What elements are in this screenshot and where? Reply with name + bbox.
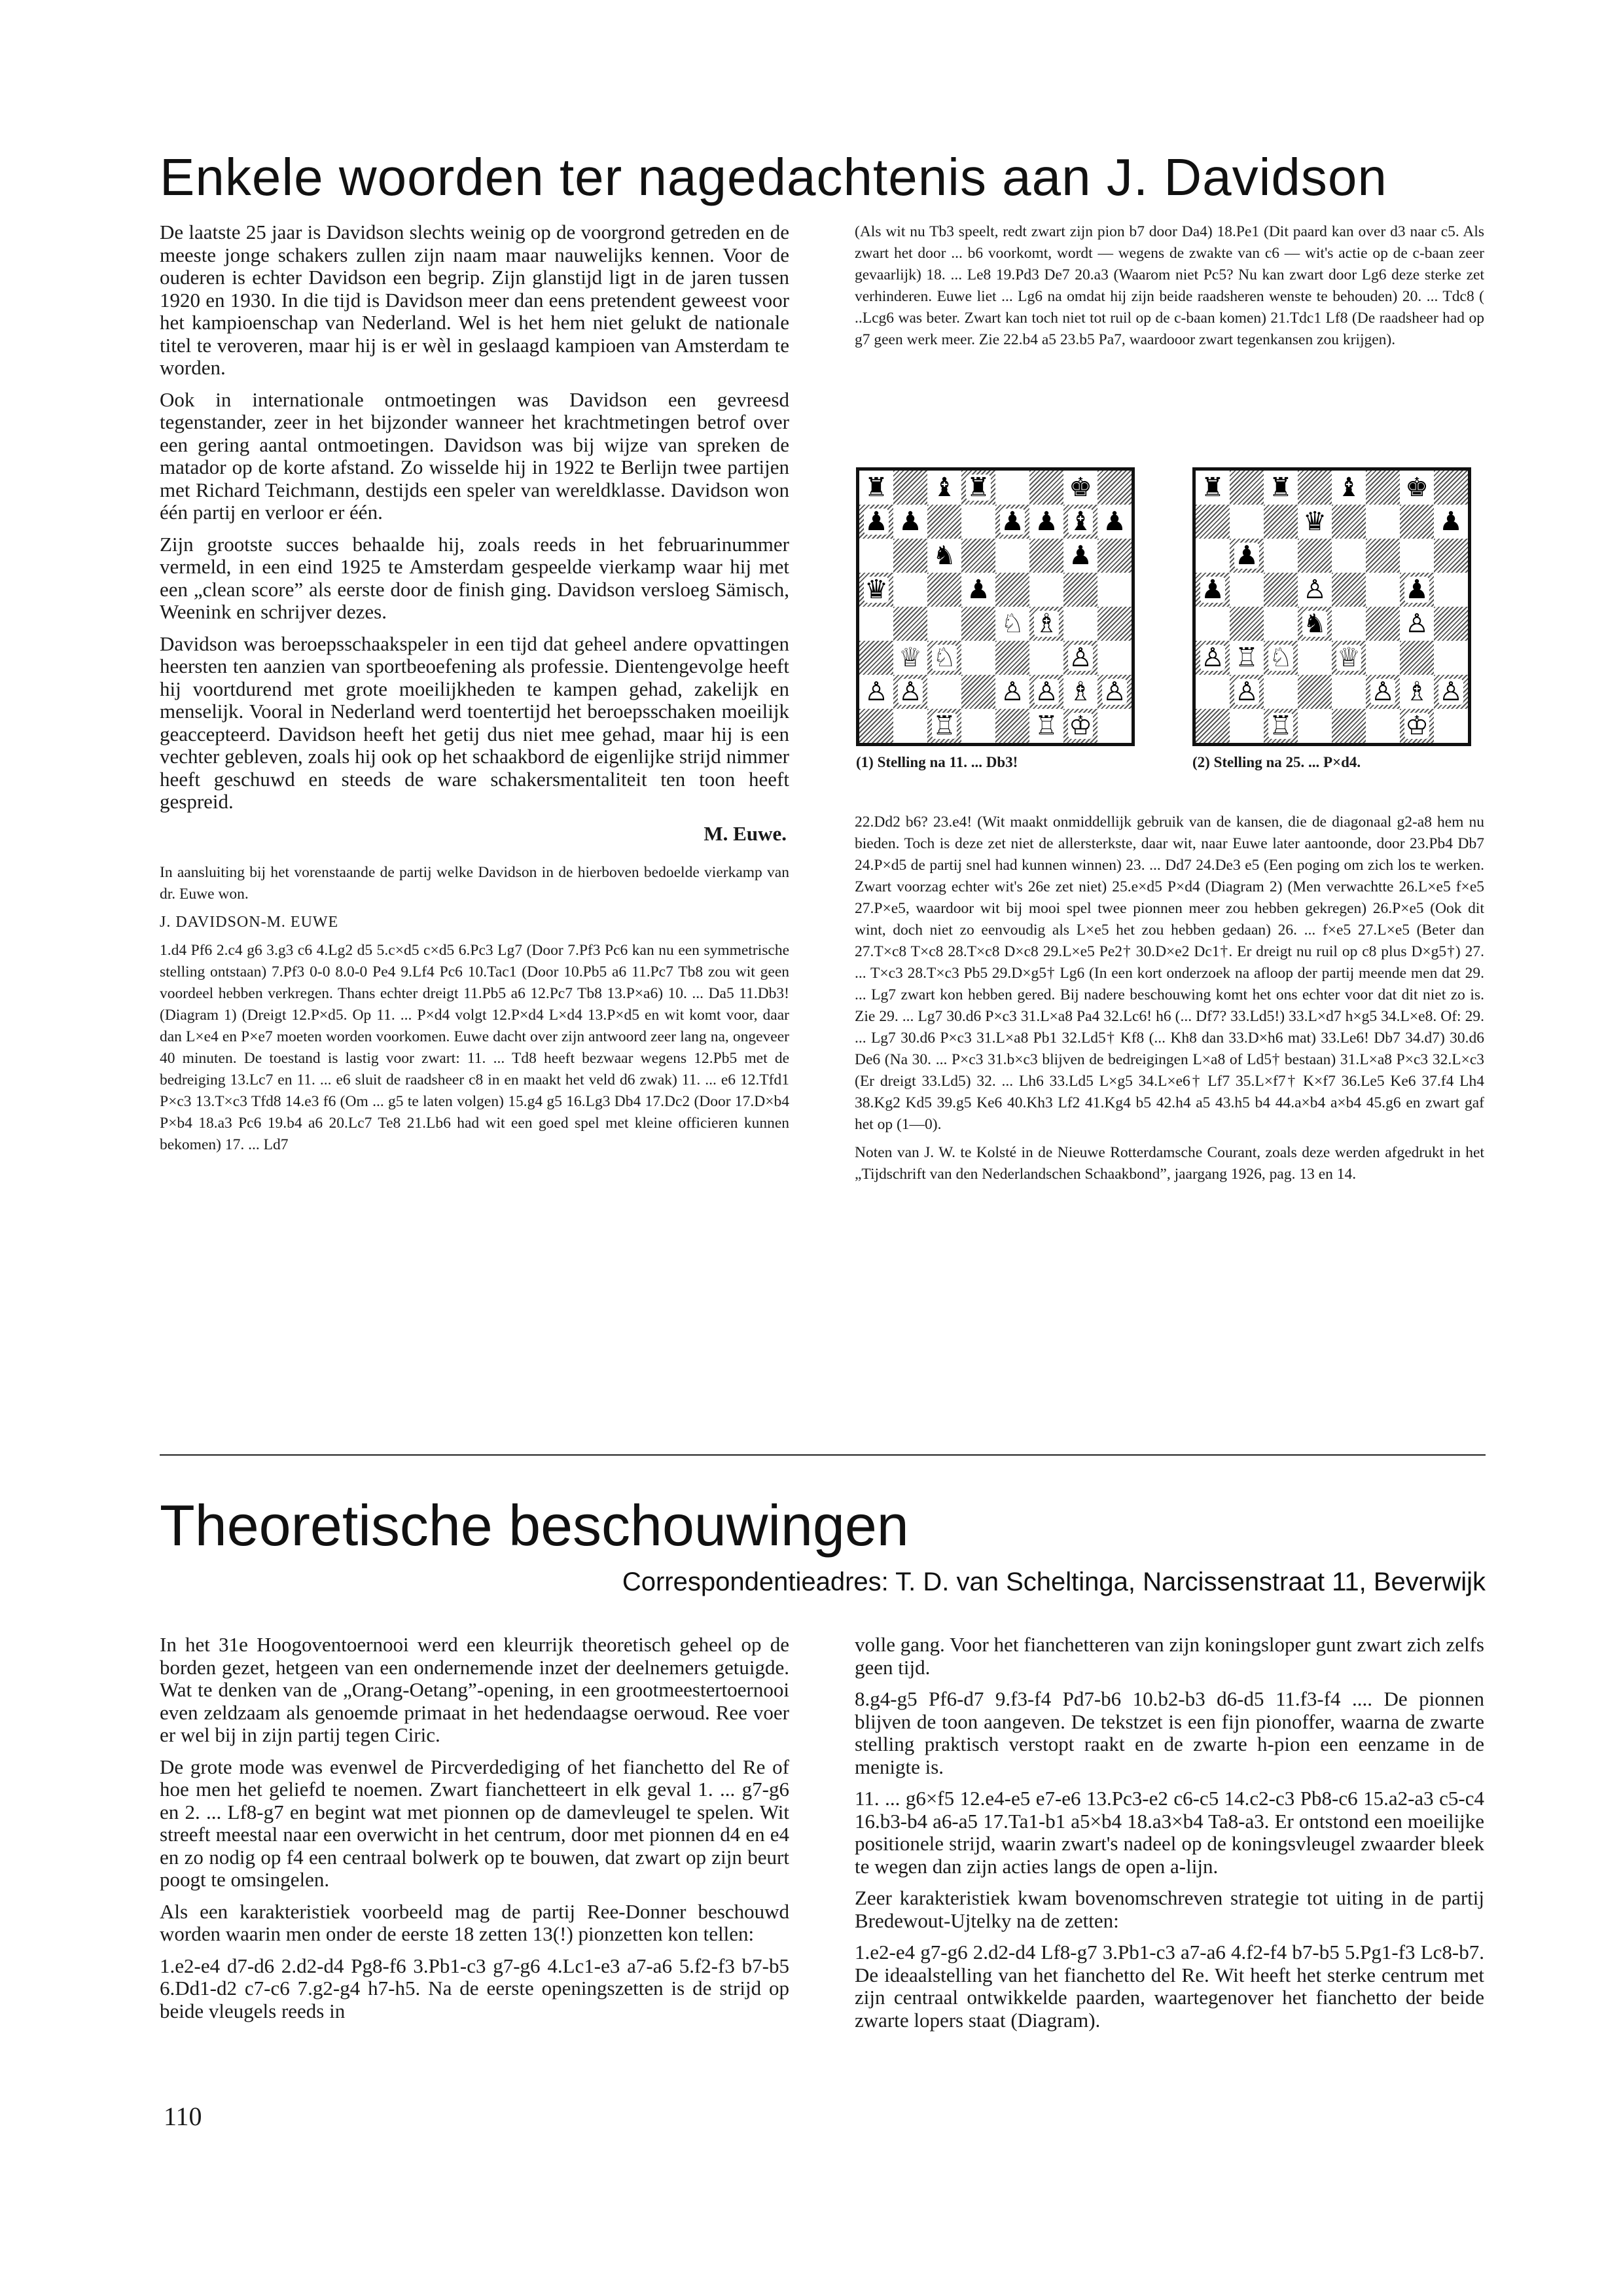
board-square	[1264, 709, 1298, 743]
board-square	[1097, 607, 1132, 641]
board-square	[893, 505, 927, 539]
article-title: Enkele woorden ter nagedachtenis aan J. Davidson	[160, 148, 1387, 206]
board-square	[1366, 709, 1400, 743]
board-square	[1029, 641, 1063, 675]
board-square	[1230, 539, 1264, 573]
board-square	[1063, 539, 1097, 573]
board-square	[1366, 505, 1400, 539]
board-square	[1230, 709, 1264, 743]
board-square	[1230, 505, 1264, 539]
board-square	[1298, 539, 1332, 573]
chess-piece-icon: ♙	[1069, 643, 1092, 673]
board-square	[995, 641, 1029, 675]
paragraph: De laatste 25 jaar is Davidson slechts weinig op de voorgrond getreden en de meeste jonge schakers zullen zijn naam maar nauwelijks kennen. Voor de ouderen is echter Davidson een begrip. Zijn glanstijd ligt in de jaren tussen 1920 en 1930. In die tijd is Davidson meer dan eens pretendent geweest voor het kampioenschap van Nederland. Wel is het hem niet gelukt de nationale titel te veroveren, maar hij is er wèl in geslaagd kampioen van Amsterdam te worden.	[160, 221, 789, 379]
chess-piece-icon: ♔	[1069, 711, 1092, 741]
board-square	[893, 539, 927, 573]
board-square	[1332, 573, 1366, 607]
board-square	[1196, 675, 1230, 709]
board-square	[1400, 573, 1434, 607]
chess-piece-icon: ♕	[899, 643, 922, 673]
board-square	[1196, 607, 1230, 641]
chess-piece-icon: ♙	[899, 677, 922, 707]
board-square	[1097, 505, 1132, 539]
board-square	[1097, 539, 1132, 573]
paragraph: Als een karakteristiek voorbeeld mag de partij Ree-Donner beschouwd worden waarin men onder de eerste 18 zetten 13(!) pionzetten kon tellen:	[160, 1899, 789, 1945]
chess-piece-icon: ♙	[865, 677, 888, 707]
board-square	[1332, 471, 1366, 505]
board-square	[859, 471, 893, 505]
board-square	[1029, 675, 1063, 709]
board-square	[1400, 471, 1434, 505]
game-intro: In aansluiting bij het vorenstaande de partij welke Davidson in de hierboven bedoelde vierkamp van dr. Euwe won.	[160, 864, 789, 903]
board-square	[1434, 573, 1468, 607]
chess-piece-icon: ♟	[967, 575, 990, 605]
board-square	[1063, 709, 1097, 743]
board-square	[1063, 573, 1097, 607]
chess-piece-icon: ♜	[1201, 473, 1224, 503]
chess-piece-icon: ♟	[899, 507, 922, 537]
chess-piece-icon: ♖	[1235, 643, 1258, 673]
board-square	[1366, 573, 1400, 607]
article-body-left	[160, 221, 789, 1162]
board-square	[1264, 471, 1298, 505]
board-square	[1434, 709, 1468, 743]
chess-piece-icon: ♟	[1439, 507, 1463, 537]
chess-piece-icon: ♙	[1439, 677, 1463, 707]
chess-piece-icon: ♗	[1069, 677, 1092, 707]
game-notation-continued	[855, 221, 1484, 357]
board-square	[1029, 505, 1063, 539]
board-square	[1196, 471, 1230, 505]
chess-piece-icon: ♙	[1235, 677, 1258, 707]
board-square	[1400, 641, 1434, 675]
board-square	[1298, 505, 1332, 539]
board-square	[961, 641, 995, 675]
board-square	[1063, 505, 1097, 539]
chess-piece-icon: ♜	[1269, 473, 1293, 503]
board-square	[1029, 709, 1063, 743]
board-square	[961, 573, 995, 607]
board-square	[927, 709, 961, 743]
game-header: J. DAVIDSON-M. EUWE	[160, 914, 339, 931]
chess-piece-icon: ♟	[1103, 507, 1126, 537]
board-square	[1298, 573, 1332, 607]
chess-piece-icon: ♙	[1201, 643, 1224, 673]
board-square	[1366, 607, 1400, 641]
source-note: Noten van J. W. te Kolsté in de Nieuwe Rotterdamsche Courant, zoals deze werden afgedrukt in het „Tijdschrift van den Nederlandschen Schaakbond”, jaargang 1926, pag. 13 en 14.	[855, 1144, 1484, 1183]
board-square	[893, 607, 927, 641]
chess-piece-icon: ♜	[865, 473, 888, 503]
chess-piece-icon: ♞	[1303, 609, 1327, 639]
board-square	[1332, 607, 1366, 641]
board-square	[1400, 675, 1434, 709]
board-square	[1400, 539, 1434, 573]
chess-piece-icon: ♛	[1303, 507, 1327, 537]
board-square	[995, 539, 1029, 573]
board-square	[927, 471, 961, 505]
board-square	[961, 471, 995, 505]
board-square	[995, 675, 1029, 709]
article2-body-right	[855, 1634, 1484, 2041]
board-square	[1434, 641, 1468, 675]
section-divider	[160, 1454, 1486, 1456]
board-square	[1400, 709, 1434, 743]
board-square	[1332, 709, 1366, 743]
chess-piece-icon: ♙	[1001, 677, 1024, 707]
game-notation: 22.Dd2 b6? 23.e4! (Wit maakt onmiddellijk gebruik van de kansen, die de diagonaal g2-a8 hem nu bieden. Toch is deze zet niet de allersterkste, daar wit, naar Euwe later aantoonde, door 23.Pb4 Db7 24.P×d5 de partij snel had kunnen winnen) 23. ... Dd7 24.De3 e5 (Een poging om zich los te werken. Zwart voorzag echter wit's 26e zet niet) 25.e×d5 P×d4 (Diagram 2) (Men verwachtte 26.L×e5 f×e5 27.P×e5, waardoor wit bij mooi spel twee pionnen meer zou hebben gekregen) 26.P×e5 (Ook dit wint, doch niet zo eenvoudig als L×e5 het zou hebben gedaan) 26. ... f×e5 27.L×e5 (Beter dan 27.T×c8 T×c8 28.T×c8 D×c8 29.L×e5 Pe2† 30.D×e2 Dc1†. Er dreigt nu ruil op c8 plus D×g5†) 27. ... T×c3 28.T×c3 Pb5 29.D×g5† Lg6 (In een kort onderzoek na afloop der partij meende men dat 29. ... Lg7 zwart kon hebben gered. Bij nadere beschouwing komt het ons echter voor dat dit niet zo is. Zie 29. ... Lg7 30.d6 P×c3 31.L×a8 Pa4 32.Lc6! h6 (... Df7? 33.Ld5!) 33.L×d7 h×g5 34.L×e8. Of: 29. ... Lg7 30.d6 P×c3 31.L×a8 Pb1 32.Ld5† Kf8 (... Kh8 dan 33.D×h6 mat) 33.Le6! Db7 34.d7) 30.d6 De6 (Na 30. ... P×c3 31.b×c3 blijven de bedreigingen L×a8 of Ld5† bestaan) 31.L×a8 P×c3 32.L×c3 (Er dreigt 33.Ld5) 32. ... Lh6 33.Ld5 L×g5 34.L×e6† Lf7 35.L×f7† K×f7 36.Le5 Ke6 37.f4 Lh4 38.Kg2 Kd5 39.g5 Ke6 40.Kh3 Lf2 41.Kg4 b5 42.h4 a5 43.h5 b4 44.a×b4 a×b4 45.g6 en zwart gaf het op (1—0).	[855, 814, 1484, 1133]
game-notation-end	[855, 812, 1484, 1192]
chess-piece-icon: ♟	[1035, 507, 1058, 537]
diagram-caption: (2) Stelling na 25. ... P×d4.	[1192, 754, 1361, 770]
chess-piece-icon: ♙	[1371, 677, 1395, 707]
board-square	[893, 641, 927, 675]
paragraph: Ook in internationale ontmoetingen was Davidson een gevreesd tegenstander, zeer in het bijzonder wanneer het krachtmetingen betrof over een gering aantal ontmoetingen. Davidson was bij wijze van spreken de matador op de korte afstand. Zo wisselde hij in 1922 te Berlijn twee partijen met Richard Teichmann, destijds een speler van wereldklasse. Davidson won één partij en verloor er één.	[160, 387, 789, 524]
board-square	[1029, 539, 1063, 573]
game-notation: 1.d4 Pf6 2.c4 g6 3.g3 c6 4.Lg2 d5 5.c×d5 c×d5 6.Pc3 Lg7 (Door 7.Pf3 Pc6 kan nu een symmetrische stelling ontstaan) 7.Pf3 0-0 8.0-0 Pe4 9.Lf4 Pc6 10.Tac1 (Door 10.Pb5 a6 11.Pc7 Tb8 zou wit geen voordeel hebben verkregen. Thans echter dreigt 11.Pb5 a6 12.Pc7 Tb8 13.P×a6) 10. ... Da5 11.Db3! (Diagram 1) (Dreigt 12.P×d5. Op 11. ... P×d4 volgt 12.P×d4 L×d4 13.P×d5 en wit komt voor, daar dan L×e4 en P×e7 moeten worden voorkomen. Euwe dacht over zijn antwoord zeer lang na, ongeveer 40 minuten. De toestand is lastig voor zwart: 11. ... Td8 heeft bezwaar wegens 12.Pb5 met de bedreiging 13.Lc7 en 11. ... e6 sluit de raadsheer c8 in en maakt het veld d6 zwak) 11. ... e6 12.Tfd1 P×c3 13.T×c3 Tfd8 14.e3 f6 (Om ... g5 te laten volgen) 15.g4 g5 16.Lg3 Db4 17.Dc2 (Door 17.D×b4 P×b4 18.a3 Pc6 19.b4 a6 20.Lc7 Te8 21.Lb6 had wit een goed spel met kleine officieren kunnen bekomen) 17. ... Ld7	[160, 942, 789, 1153]
board-square	[961, 709, 995, 743]
board-square	[893, 675, 927, 709]
section-title: Theoretische beschouwingen	[160, 1493, 909, 1558]
board-square	[1029, 573, 1063, 607]
board-square	[1097, 471, 1132, 505]
board-square	[995, 709, 1029, 743]
board-square	[1366, 539, 1400, 573]
board-square	[1063, 471, 1097, 505]
board-square	[1230, 573, 1264, 607]
board-square	[961, 505, 995, 539]
board-square	[961, 539, 995, 573]
board-square	[859, 539, 893, 573]
board-square	[1230, 471, 1264, 505]
chess-piece-icon: ♖	[933, 711, 956, 741]
page-number: 110	[164, 2102, 202, 2131]
chess-piece-icon: ♕	[1337, 643, 1361, 673]
board-square	[1097, 675, 1132, 709]
paragraph: Zijn grootste succes behaalde hij, zoals reeds in het februarinummer vermeld, in een eind 1925 te Amsterdam gespeelde vierkamp waar hij met een „clean score” als eerste door de finish ging. Davidson versloeg Sämisch, Weenink en schrijver dezes.	[160, 532, 789, 623]
chess-piece-icon: ♟	[1235, 541, 1258, 571]
signature: M. Euwe.	[704, 821, 787, 845]
board-square	[1063, 675, 1097, 709]
board-square	[893, 471, 927, 505]
board-square	[927, 641, 961, 675]
chess-piece-icon: ♛	[865, 575, 888, 605]
chess-piece-icon: ♟	[1069, 541, 1092, 571]
board-square	[1298, 641, 1332, 675]
board-square	[1400, 505, 1434, 539]
board-square	[1230, 675, 1264, 709]
game-notation: (Als wit nu Tb3 speelt, redt zwart zijn pion b7 door Da4) 18.Pe1 (Dit paard kan over d3 naar c5. Als zwart het door ... b6 voorkomt, wordt — wegens de zwakte van c6 — wit's actie op de c-baan zeer gevaarlijk) 18. ... Le8 19.Pd3 De7 20.a3 (Waarom niet Pc5? Nu kan zwart door Lg6 deze sterke zet verhinderen. Euwe liet ... Lg6 na omdat hij zijn beide raadsheren wenste te behouden) 20. ... Tdc8 ( ..Lcg6 was beter. Zwart kan toch niet tot ruil op de c-baan komen) 21.Tdc1 Lf8 (De raadsheer had op g7 geen werk meer. Zie 22.b4 a5 23.b5 Pa7, waardooor zwart tegenkansen zou krijgen).	[855, 223, 1484, 348]
board-square	[1298, 675, 1332, 709]
board-square	[927, 505, 961, 539]
board-square	[1196, 505, 1230, 539]
board-square	[927, 539, 961, 573]
board-square	[995, 471, 1029, 505]
board-square	[859, 641, 893, 675]
board-square	[1230, 641, 1264, 675]
game-section	[160, 862, 789, 1156]
chess-board	[856, 467, 1135, 746]
paragraph: 1.e2-e4 g7-g6 2.d2-d4 Lf8-g7 3.Pb1-c3 a7-a6 4.f2-f4 b7-b5 5.Pg1-f3 Lc8-b7. De ideaalstelling van het fianchetto del Re. Wit heeft het sterke centrum met zijn centraal ontwikkelde paarden, waartegenover het fianchetto der beide zwarte lopers staat (Diagram).	[855, 1941, 1484, 2032]
chess-piece-icon: ♚	[1069, 473, 1092, 503]
chess-piece-icon: ♟	[1405, 575, 1429, 605]
board-square	[1196, 641, 1230, 675]
board-square	[1332, 675, 1366, 709]
board-square	[1196, 573, 1230, 607]
board-square	[927, 573, 961, 607]
chess-piece-icon: ♝	[1337, 473, 1361, 503]
chess-piece-icon: ♖	[1035, 711, 1058, 741]
paragraph: In het 31e Hoogoventoernooi werd een kleurrijk theoretisch geheel op de borden gezet, hetgeen van een ondernemende inzet der deelnemers getuigde. Wat te denken van de „Orang-Oetang”-opening, in een grootmeestertoernooi even zeldzaam als genoemde primaat in het hedendaagse oerwoud. Ree voer er wel bij in zijn partij tegen Ciric.	[160, 1633, 789, 1746]
board-square	[1434, 471, 1468, 505]
board-square	[1097, 573, 1132, 607]
chess-piece-icon: ♜	[967, 473, 990, 503]
board-square	[1196, 539, 1230, 573]
board-square	[1298, 607, 1332, 641]
chess-piece-icon: ♙	[1405, 609, 1429, 639]
chess-board	[1192, 467, 1471, 746]
board-square	[995, 573, 1029, 607]
board-square	[1264, 505, 1298, 539]
paragraph: 11. ... g6×f5 12.e4-e5 e7-e6 13.Pc3-e2 c6-c5 14.c2-c3 Pb8-c6 15.a2-a3 c5-c4 16.b3-b4 a6-a5 17.Ta1-b1 a5×b4 18.a3×b4 Ta8-a3. Er ontstond een moeilijke positionele strijd, waarin zwart's nadeel op de koningsvleugel zwaarder bleek te wegen dan zijn acties langs de open a-lijn.	[855, 1787, 1484, 1878]
paragraph: Davidson was beroepsschaakspeler in een tijd dat geheel andere opvattingen heersten ten aanzien van sportbeoefening als professie. Dientengevolge heeft hij voortdurend met grote moeilijkheden te kampen gehad, zakelijk en menselijk. Vooral in Nederland werd toentertijd het beroepsschaken moeilijk geaccepteerd. Davidson heeft het getij dus niet mee gehad, maar hij is een vechter gebleven, zoals hij ook op het schaakbord de eigenlijke strijd nimmer heeft geschuwd en steeds de ware schakersmentaliteit ten toon heeft gespreid.	[160, 632, 789, 813]
chess-piece-icon: ♗	[1035, 609, 1058, 639]
board-square	[1366, 675, 1400, 709]
board-square	[961, 675, 995, 709]
board-square	[927, 607, 961, 641]
paragraph: De grote mode was evenwel de Pircverdediging of het fianchetto del Re of hoe men het geliefd te noemen. Zwart fianchetteert in elk geval 1. ... g7-g6 en 2. ... Lf8-g7 en begint wat met pionnen op de damevleugel te spelen. Wit streeft meestal naar een overwicht in het centrum, door met pionnen d4 en e4 en zo nodig op f4 een centraal bolwerk op te bouwen, dat zwart op zijn beurt poogt te omsingelen.	[160, 1755, 789, 1891]
diagram-caption: (1) Stelling na 11. ... Db3!	[856, 754, 1018, 770]
board-square	[995, 505, 1029, 539]
chess-piece-icon: ♗	[1405, 677, 1429, 707]
board-square	[1366, 471, 1400, 505]
board-square	[1434, 607, 1468, 641]
board-square	[859, 709, 893, 743]
board-square	[1264, 641, 1298, 675]
paragraph: 1.e2-e4 d7-d6 2.d2-d4 Pg8-f6 3.Pb1-c3 g7-g6 4.Lc1-e3 a7-a6 5.f2-f3 b7-b5 6.Dd1-d2 c7-c6 7.g2-g4 h7-h5. Na de eerste openingszetten is de strijd op beide vleugels reeds in	[160, 1954, 789, 2022]
board-square	[1298, 471, 1332, 505]
chess-piece-icon: ♘	[1269, 643, 1293, 673]
correspondence-address: Correspondentieadres: T. D. van Scheltinga, Narcissenstraat 11, Beverwijk	[622, 1568, 1486, 1596]
board-square	[1264, 573, 1298, 607]
board-square	[1097, 709, 1132, 743]
board-square	[1097, 641, 1132, 675]
board-square	[1264, 675, 1298, 709]
board-square	[859, 505, 893, 539]
board-square	[1400, 607, 1434, 641]
paragraph: Zeer karakteristiek kwam bovenomschreven strategie tot uiting in de partij Bredewout-Ujtelky na de zetten:	[855, 1886, 1484, 1932]
chess-diagram-2	[1192, 467, 1471, 771]
board-square	[1366, 641, 1400, 675]
chess-piece-icon: ♙	[1103, 677, 1126, 707]
board-square	[1196, 709, 1230, 743]
chess-piece-icon: ♞	[933, 541, 956, 571]
chess-piece-icon: ♟	[1201, 575, 1224, 605]
board-square	[893, 709, 927, 743]
board-square	[893, 573, 927, 607]
paragraph: volle gang. Voor het fianchetteren van zijn koningsloper gunt zwart zich zelfs geen tijd.	[855, 1633, 1484, 1679]
chess-piece-icon: ♚	[1405, 473, 1429, 503]
board-square	[1434, 505, 1468, 539]
chess-piece-icon: ♝	[1069, 507, 1092, 537]
board-square	[859, 607, 893, 641]
chess-piece-icon: ♙	[1035, 677, 1058, 707]
board-square	[859, 573, 893, 607]
board-square	[1264, 607, 1298, 641]
chess-piece-icon: ♖	[1269, 711, 1293, 741]
chess-diagram-1	[856, 467, 1135, 771]
board-square	[995, 607, 1029, 641]
chess-piece-icon: ♟	[1001, 507, 1024, 537]
board-square	[859, 675, 893, 709]
chess-piece-icon: ♔	[1405, 711, 1429, 741]
board-square	[961, 607, 995, 641]
paragraph: 8.g4-g5 Pf6-d7 9.f3-f4 Pd7-b6 10.b2-b3 d6-d5 11.f3-f4 .... De pionnen blijven de toon aangeven. De tekstzet is een fijn pionoffer, waarna de zwarte stelling praktisch verstopt raakt en de zwarte h-pion een eenzame in de menigte is.	[855, 1687, 1484, 1778]
chess-piece-icon: ♙	[1303, 575, 1327, 605]
board-square	[1332, 505, 1366, 539]
board-square	[1298, 709, 1332, 743]
chess-piece-icon: ♘	[1001, 609, 1024, 639]
board-square	[1230, 607, 1264, 641]
board-square	[1029, 607, 1063, 641]
board-square	[1063, 607, 1097, 641]
board-square	[1434, 539, 1468, 573]
chess-piece-icon: ♝	[933, 473, 956, 503]
board-square	[1434, 675, 1468, 709]
chess-piece-icon: ♟	[865, 507, 888, 537]
board-square	[1264, 539, 1298, 573]
board-square	[927, 675, 961, 709]
board-square	[1332, 641, 1366, 675]
article2-body-left	[160, 1634, 789, 2032]
board-square	[1332, 539, 1366, 573]
board-square	[1063, 641, 1097, 675]
board-square	[1029, 471, 1063, 505]
chess-piece-icon: ♘	[933, 643, 956, 673]
